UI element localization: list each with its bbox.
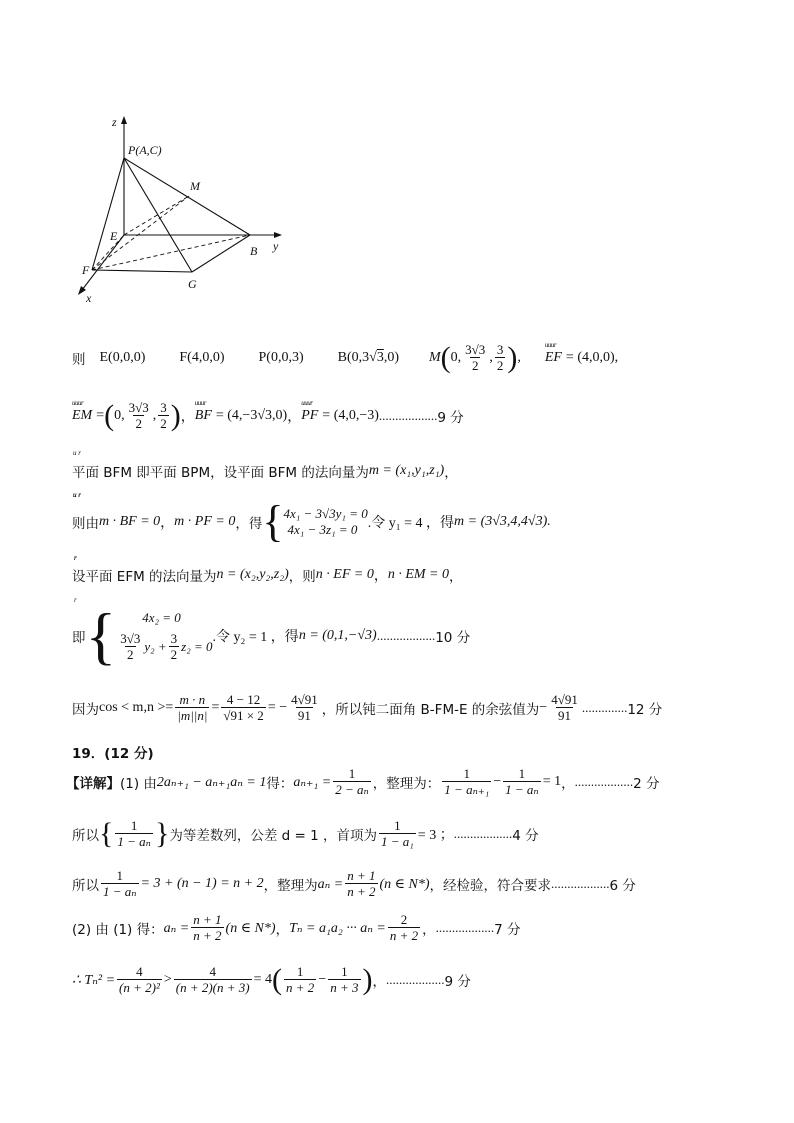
label-e: E xyxy=(110,229,118,243)
point-f: F(4,0,0) xyxy=(179,350,225,365)
score-6: 6 分 xyxy=(609,878,636,894)
plane-bfm-line: 平面 BFM 即平面 BPM，设平面 BFM 的法向量为 u r m = (x₁,y₁,z₁) ， xyxy=(72,458,458,484)
score-7: 7 分 xyxy=(494,922,521,938)
vec-n: r n = (x₂,y₂,z₂) xyxy=(217,567,289,583)
detail-line: 【详解】 (1) 由 2aₙ₊₁ − aₙ₊₁aₙ = 1 得： aₙ₊₁ = $\frac{1}{\text{2 − aₙ}}$ ，整理为： $\frac{1}{\text{1 − aₙ₊₁}}$ − $\frac{1}{\text{1 − aₙ}}$ = 1 ， .................. 2 分 xyxy=(66,766,660,797)
vec-m: u r m = (x₁,y₁,z₁) xyxy=(369,463,444,479)
vec-ef: uuur EF xyxy=(545,350,562,366)
label-z: z xyxy=(112,115,117,129)
label-y: y xyxy=(273,239,279,253)
score-4: 4 分 xyxy=(512,828,539,844)
score-10: 10 分 xyxy=(435,630,471,646)
system-n: 4x₂ = 0 $\frac{3√3}{2}$ y₂ + $\frac{3}{2}$ z₂ = 0 xyxy=(120,610,213,662)
label-g: G xyxy=(188,277,197,291)
part2-line: (2) 由 (1) 得： aₙ = $\frac{n + 1}{n + 2}$ (n ∈ N*) ， Tₙ = a₁a₂ ··· aₙ = $\frac{2}{n + 2}$ ， .................. 7 分 xyxy=(72,912,521,943)
general-term-line: 所以 $\frac{1}{\text{1 − aₙ}}$ = 3 + (n − 1) = n + 2 ，整理为 aₙ = $\frac{n + 1}{n + 2}$ (n ∈ N*) ，经检验，符合要求 .................. 6 分 xyxy=(72,868,636,899)
pyramid-figure xyxy=(70,110,300,310)
point-e: E(0,0,0) xyxy=(99,350,146,365)
label-b: B xyxy=(250,244,258,258)
vec-pf: uuur PF xyxy=(301,408,318,424)
score-2: 2 分 xyxy=(633,776,660,792)
score-9b: 9 分 xyxy=(444,974,471,990)
question-19-title: 19．(12 分) xyxy=(72,746,154,762)
label-m: M xyxy=(190,179,200,193)
vec-bf: uuur BF xyxy=(195,408,212,424)
vectors-line: uuur EM = ( 0, $\frac{3√3}{2}$ , $\frac{3}{2}$ ) ， uuur BF = (4,−3√3,0) ， uuur PF = (4,0,−3) .................. 9 分 xyxy=(72,396,464,436)
label-x: x xyxy=(86,291,92,305)
score-9a: 9 分 xyxy=(437,410,464,426)
sequence-line: 所以 { $\frac{1}{\text{1 − aₙ}}$ } 为等差数列，公差 d = 1 ，首项为 $\frac{1}{\text{1 − a₁}}$ = 3 ； .................. 4 分 xyxy=(72,817,539,850)
normal-m-line: 则由 u r m · BF = 0 ， u r m · PF = 0 ，得 { 4x₁ − 3√3y₁ = 0 4x₁ − 3z₁ = 0 .令 y₁ = 4 ，得 u r m = (3√3,4,4√3). xyxy=(72,500,551,544)
point-b: B(0,3√3,0) xyxy=(337,350,399,365)
system-m: 4x₁ − 3√3y₁ = 0 4x₁ − 3z₁ = 0 xyxy=(283,506,368,537)
m-frac-1: $\frac{3√3}{2}$ xyxy=(465,342,486,373)
score-12: 12 分 xyxy=(627,702,663,718)
cos-line: 因为 cos < m,n >= $\frac{m \cdot n}{|m||n|}$ = $\frac{4 - 12}{√91 \times 2}$ = − $\frac{4√91}{91}$ ，所以钝二面角 B-FM-E 的余弦值为 − $\frac{4√91}{91}$ .............. 12 分 xyxy=(72,692,663,723)
vec-em: uuur EM xyxy=(72,408,92,424)
point-p: P(0,0,3) xyxy=(258,350,304,365)
label-p: P(A,C) xyxy=(128,143,162,157)
m-frac-2: $\frac{3}{2}$ xyxy=(496,342,504,373)
coords-line: 则 E(0,0,0) F(4,0,0) P(0,0,3) B(0,3√3,0) M ( 0, $\frac{3√3}{2}$ , $\frac{3}{2}$ ) , uuur EF = (4,0,0) , xyxy=(72,340,618,376)
plane-efm-line: 设平面 EFM 的法向量为 r n = (x₂,y₂,z₂) ，则 r n · EF = 0 ， r n · EM = 0 ， xyxy=(72,562,463,588)
label-f: F xyxy=(82,263,90,277)
inequality-line: ∴ Tₙ² = $\frac{4}{\text{(n + 2)²}}$ > $\frac{4}{(n + 2)(n + 3)}$ = 4 ( $\frac{1}{n + 2}$ − $\frac{1}{n + 3}$ ) ， .................. 9 分 xyxy=(72,963,471,996)
normal-n-line: 即 { 4x₂ = 0 $\frac{3√3}{2}$ y₂ + $\frac{3}{2}$ z₂ = 0 .令 y₂ = 1 ，得 r n = (0,1,−√3) .................. 10 分 xyxy=(72,604,470,668)
